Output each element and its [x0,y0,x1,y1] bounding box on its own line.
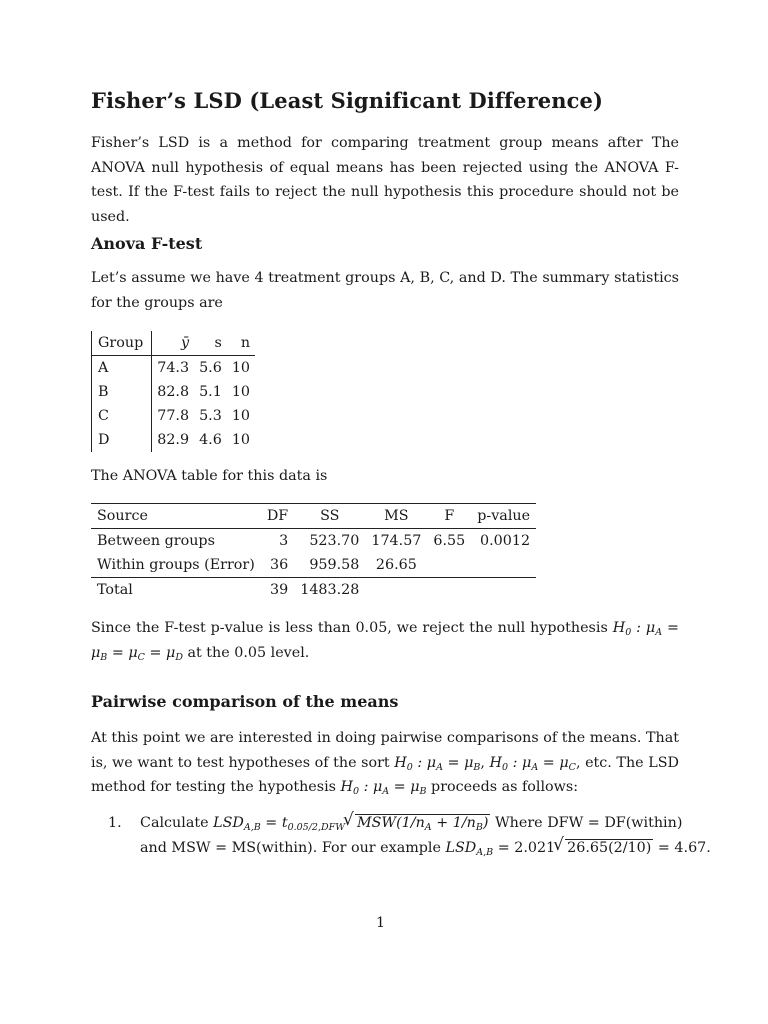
pairwise-paragraph [91,726,679,800]
table-row [92,404,256,428]
example-sqrt: √ 26.65(2/10) [555,836,653,861]
anova-cell: 0.0012 [480,533,531,549]
summary-statistics-table [91,331,255,452]
summary-header-s: s [194,331,227,356]
lsd-example: $LSD_{A,B}$ [445,839,494,858]
conclusion-text-end: at the 0.05 level. [187,644,310,661]
summary-cell: 77.8 [157,408,190,424]
step-text: and MSW = MS(within). For our example [140,839,441,856]
pairwise-text: proceeds as follows: [431,779,579,795]
hypothesis-expression: $H_0$ : $\mu_A = \mu_C$ [489,754,576,773]
list-item [108,811,711,836]
anova-cell: Total [91,578,261,603]
pairwise-text: At this point we are interested in doing pairwise comparisons of the means. That is, we [91,730,679,771]
anova-cell: 523.70 [309,533,360,549]
summary-cell: 82.9 [157,432,190,448]
anova-cell: 174.57 [371,533,422,549]
anova-header-df: DF [261,504,294,529]
table-row [91,529,536,554]
table-row [92,356,256,381]
summary-cell: 5.1 [199,384,222,400]
section-heading-anova: Anova F-test [91,234,203,253]
hypothesis-expression: $H_0$ : $\mu_A = \mu_B$ [340,779,427,797]
summary-cell: C [92,404,152,428]
summary-cell: 74.3 [157,360,190,376]
summary-header-group: Group [92,331,152,356]
anova-table-header [91,504,536,529]
anova-header-ms: MS [365,504,427,529]
anova-cell: 3 [279,533,289,549]
anova-cell [365,578,427,603]
summary-cell: B [92,380,152,404]
pairwise-text: want to test hypotheses of the sort [137,754,390,771]
summary-table-header [92,331,256,356]
summary-cell: 82.8 [157,384,190,400]
summary-cell: 5.6 [199,360,222,376]
example-result: = 4.67. [657,839,711,856]
page-number: 1 [376,915,386,931]
comma: , [480,754,485,771]
summary-cell: 5.3 [199,408,222,424]
summary-cell: D [92,428,152,452]
anova-header-f: F [427,504,471,529]
summary-cell: 10 [231,408,251,424]
anova-cell: Within groups (Error) [97,557,255,573]
table-row [92,380,256,404]
list-item-number: 1. [108,815,122,831]
hypothesis-expression: $H_0$ : $\mu_A = \mu_B$ [394,754,481,773]
summary-cell: 10 [231,360,251,376]
anova-cell [427,578,471,603]
section-heading-pairwise: Pairwise comparison of the means [91,692,399,711]
anova-cell: Between groups [97,533,215,549]
table-row-total [91,578,536,603]
anova-intro-paragraph: Let’s assume we have 4 treatment groups A, B, C, and D. The summary statistics for the groups are [91,270,679,311]
anova-cell: 26.65 [375,557,417,573]
summary-header-n: n [227,331,255,356]
summary-cell: 4.6 [199,432,222,448]
summary-cell: 10 [231,384,251,400]
anova-cell: 959.58 [309,557,360,573]
table-row [91,553,536,578]
page-title: Fisher’s LSD (Least Significant Difference) [91,88,604,113]
summary-cell: A [92,356,152,381]
step-text: Where DFW = DF(within) [494,815,683,831]
step-text: Calculate [140,815,209,831]
example-value: = 2.021 [497,839,556,856]
anova-cell [427,553,471,578]
list-item-continuation [108,836,711,861]
t-critical: $t_{0.05/2,DFW}$ [281,815,345,833]
anova-conclusion [91,616,679,665]
table-row [92,428,256,452]
lsd-formula: $LSD_{A,B}$ [213,815,261,833]
summary-header-mean: ȳ [152,331,194,356]
intro-paragraph: Fisher’s LSD is a method for comparing treatment group means after The ANOVA null hypothesis of equal means has been rejected using the ANOVA F-test. If the F-test fails to reject the null hypothesis this procedure should not be used. [91,135,679,225]
equals-sign: = [265,815,278,831]
anova-cell [471,578,536,603]
anova-table-intro: The ANOVA table for this data is [91,468,328,484]
anova-cell: 36 [270,557,289,573]
pairwise-text: , etc. The LSD method for [91,754,679,795]
sqrt-expression: √ $MSW(1/n_A + 1/n_B)$ [345,811,490,836]
procedure-list [108,811,711,860]
anova-header-ss: SS [294,504,365,529]
anova-header-source: Source [91,504,261,529]
anova-cell [471,553,536,578]
conclusion-text: Since the F-test p-value is less than 0.05, we reject the null hypothesis [91,620,608,636]
summary-cell: 10 [231,432,251,448]
anova-table [91,503,536,602]
anova-cell: 39 [261,578,294,603]
anova-cell: 1483.28 [294,578,365,603]
anova-header-pvalue: p-value [471,504,536,529]
null-hypothesis-expression: $H_0$ : $\mu_A = \mu_B = \mu_C = \mu_D$ [91,620,679,663]
pairwise-text: testing the hypothesis [175,779,336,795]
anova-cell: 6.55 [433,533,466,549]
